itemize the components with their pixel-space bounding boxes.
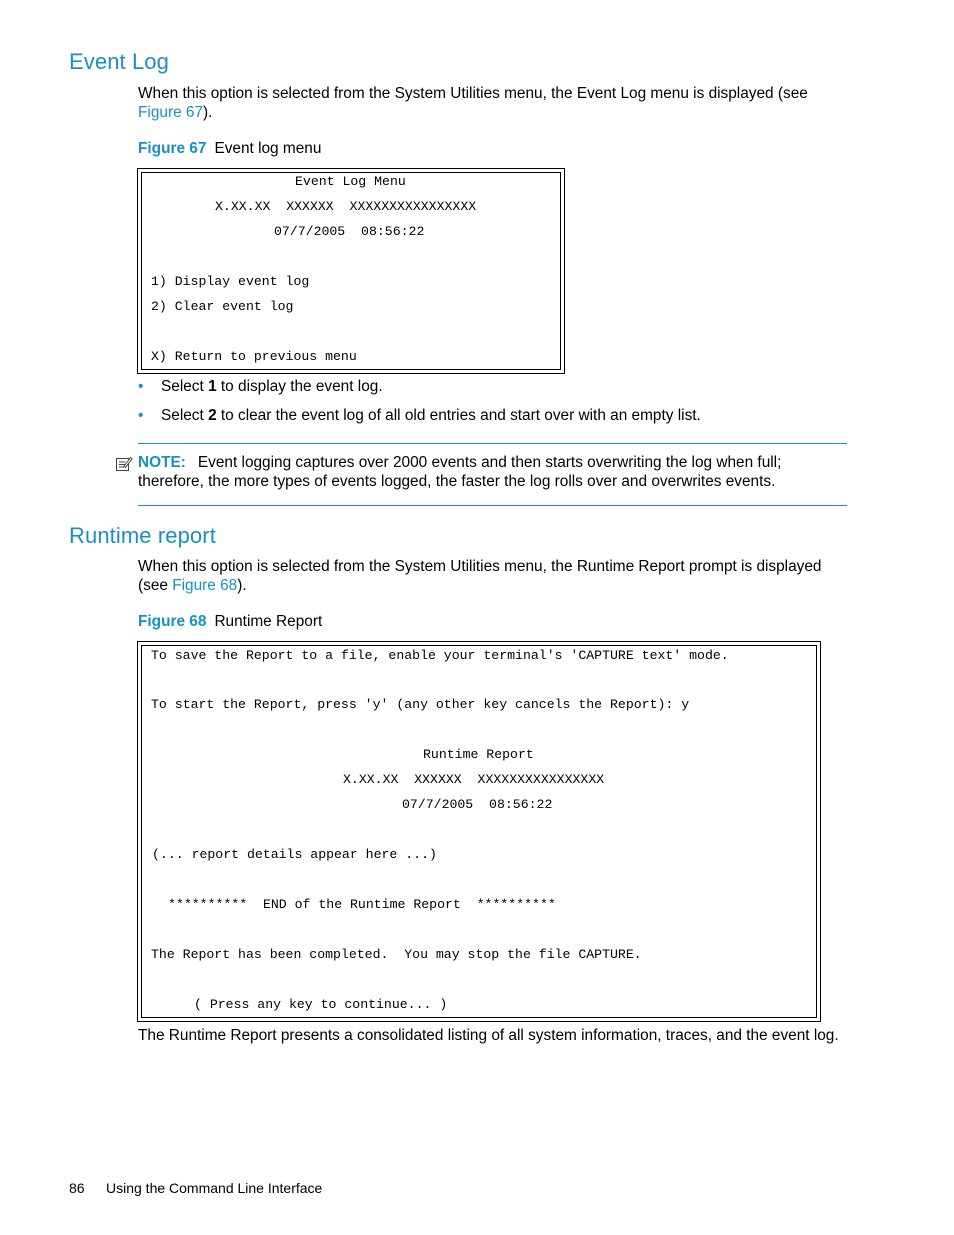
terminal-line-version: X.XX.XX XXXXXX XXXXXXXXXXXXXXXX [343,772,605,787]
intro-text-end: ). [237,577,247,594]
terminal-line-title: Event Log Menu [295,174,406,189]
terminal-line-completed: The Report has been completed. You may stop the file CAPTURE. [151,947,642,962]
figure-68-caption [138,613,322,631]
section-heading-event-log: Event Log [69,49,169,74]
terminal-line-report-title: Runtime Report [423,747,534,762]
terminal-line-datetime: 07/7/2005 08:56:22 [274,224,425,239]
figure-title: Event log menu [214,140,322,157]
intro-text-end: ). [203,104,213,121]
page-number: 86 [69,1180,85,1196]
terminal-line-start-prompt: To start the Report, press 'y' (any other key cancels the Report): y [151,697,690,712]
bullet-dot: • [138,407,144,424]
event-log-intro [138,84,838,122]
terminal-line-option-x: X) Return to previous menu [151,349,357,364]
intro-text: When this option is selected from the System Utilities menu, the Runtime Report prompt is displayed (see [138,558,822,594]
note-bottom-rule [138,505,847,506]
figure-number: Figure 68 [138,613,207,630]
terminal-line-option-2: 2) Clear event log [151,299,294,314]
terminal-line-option-1: 1) Display event log [151,274,310,289]
terminal-line-datetime: 07/7/2005 08:56:22 [402,797,553,812]
bullet-dot: • [138,378,144,395]
terminal-line-version: X.XX.XX XXXXXX XXXXXXXXXXXXXXXX [215,199,477,214]
event-log-menu-terminal [137,168,565,374]
figure-67-caption [138,140,321,158]
runtime-report-closing: The Runtime Report presents a consolidated listing of all system information, traces, and the event log. [138,1027,839,1044]
figure-68-link[interactable]: Figure 68 [172,577,238,594]
terminal-line-end-banner: ********** END of the Runtime Report ********** [168,897,556,912]
section-heading-runtime-report: Runtime report [69,523,216,548]
figure-title: Runtime Report [214,613,323,630]
bullet-text: Select 1 to display the event log. [161,378,383,395]
runtime-report-intro [138,557,843,595]
intro-text: When this option is selected from the System Utilities menu, the Event Log menu is displayed (see [138,85,808,102]
runtime-report-terminal [137,641,821,1022]
terminal-line-continue: ( Press any key to continue... ) [194,997,448,1012]
bullet-text: Select 2 to clear the event log of all old entries and start over with an empty list. [161,407,701,424]
terminal-line-details: (... report details appear here ...) [152,847,437,862]
note-icon [115,455,133,473]
note-text: Event logging captures over 2000 events and then starts overwriting the log when full; therefore, the more types of events logged, the faster the log rolls over and overwrites events. [138,454,782,490]
chapter-title: Using the Command Line Interface [106,1180,323,1196]
figure-67-link[interactable]: Figure 67 [138,104,204,121]
figure-number: Figure 67 [138,140,207,157]
note-top-rule [138,443,847,444]
note-paragraph [138,453,847,491]
note-label: NOTE: [138,454,186,471]
terminal-line-capture-hint: To save the Report to a file, enable your terminal's 'CAPTURE text' mode. [151,648,729,663]
